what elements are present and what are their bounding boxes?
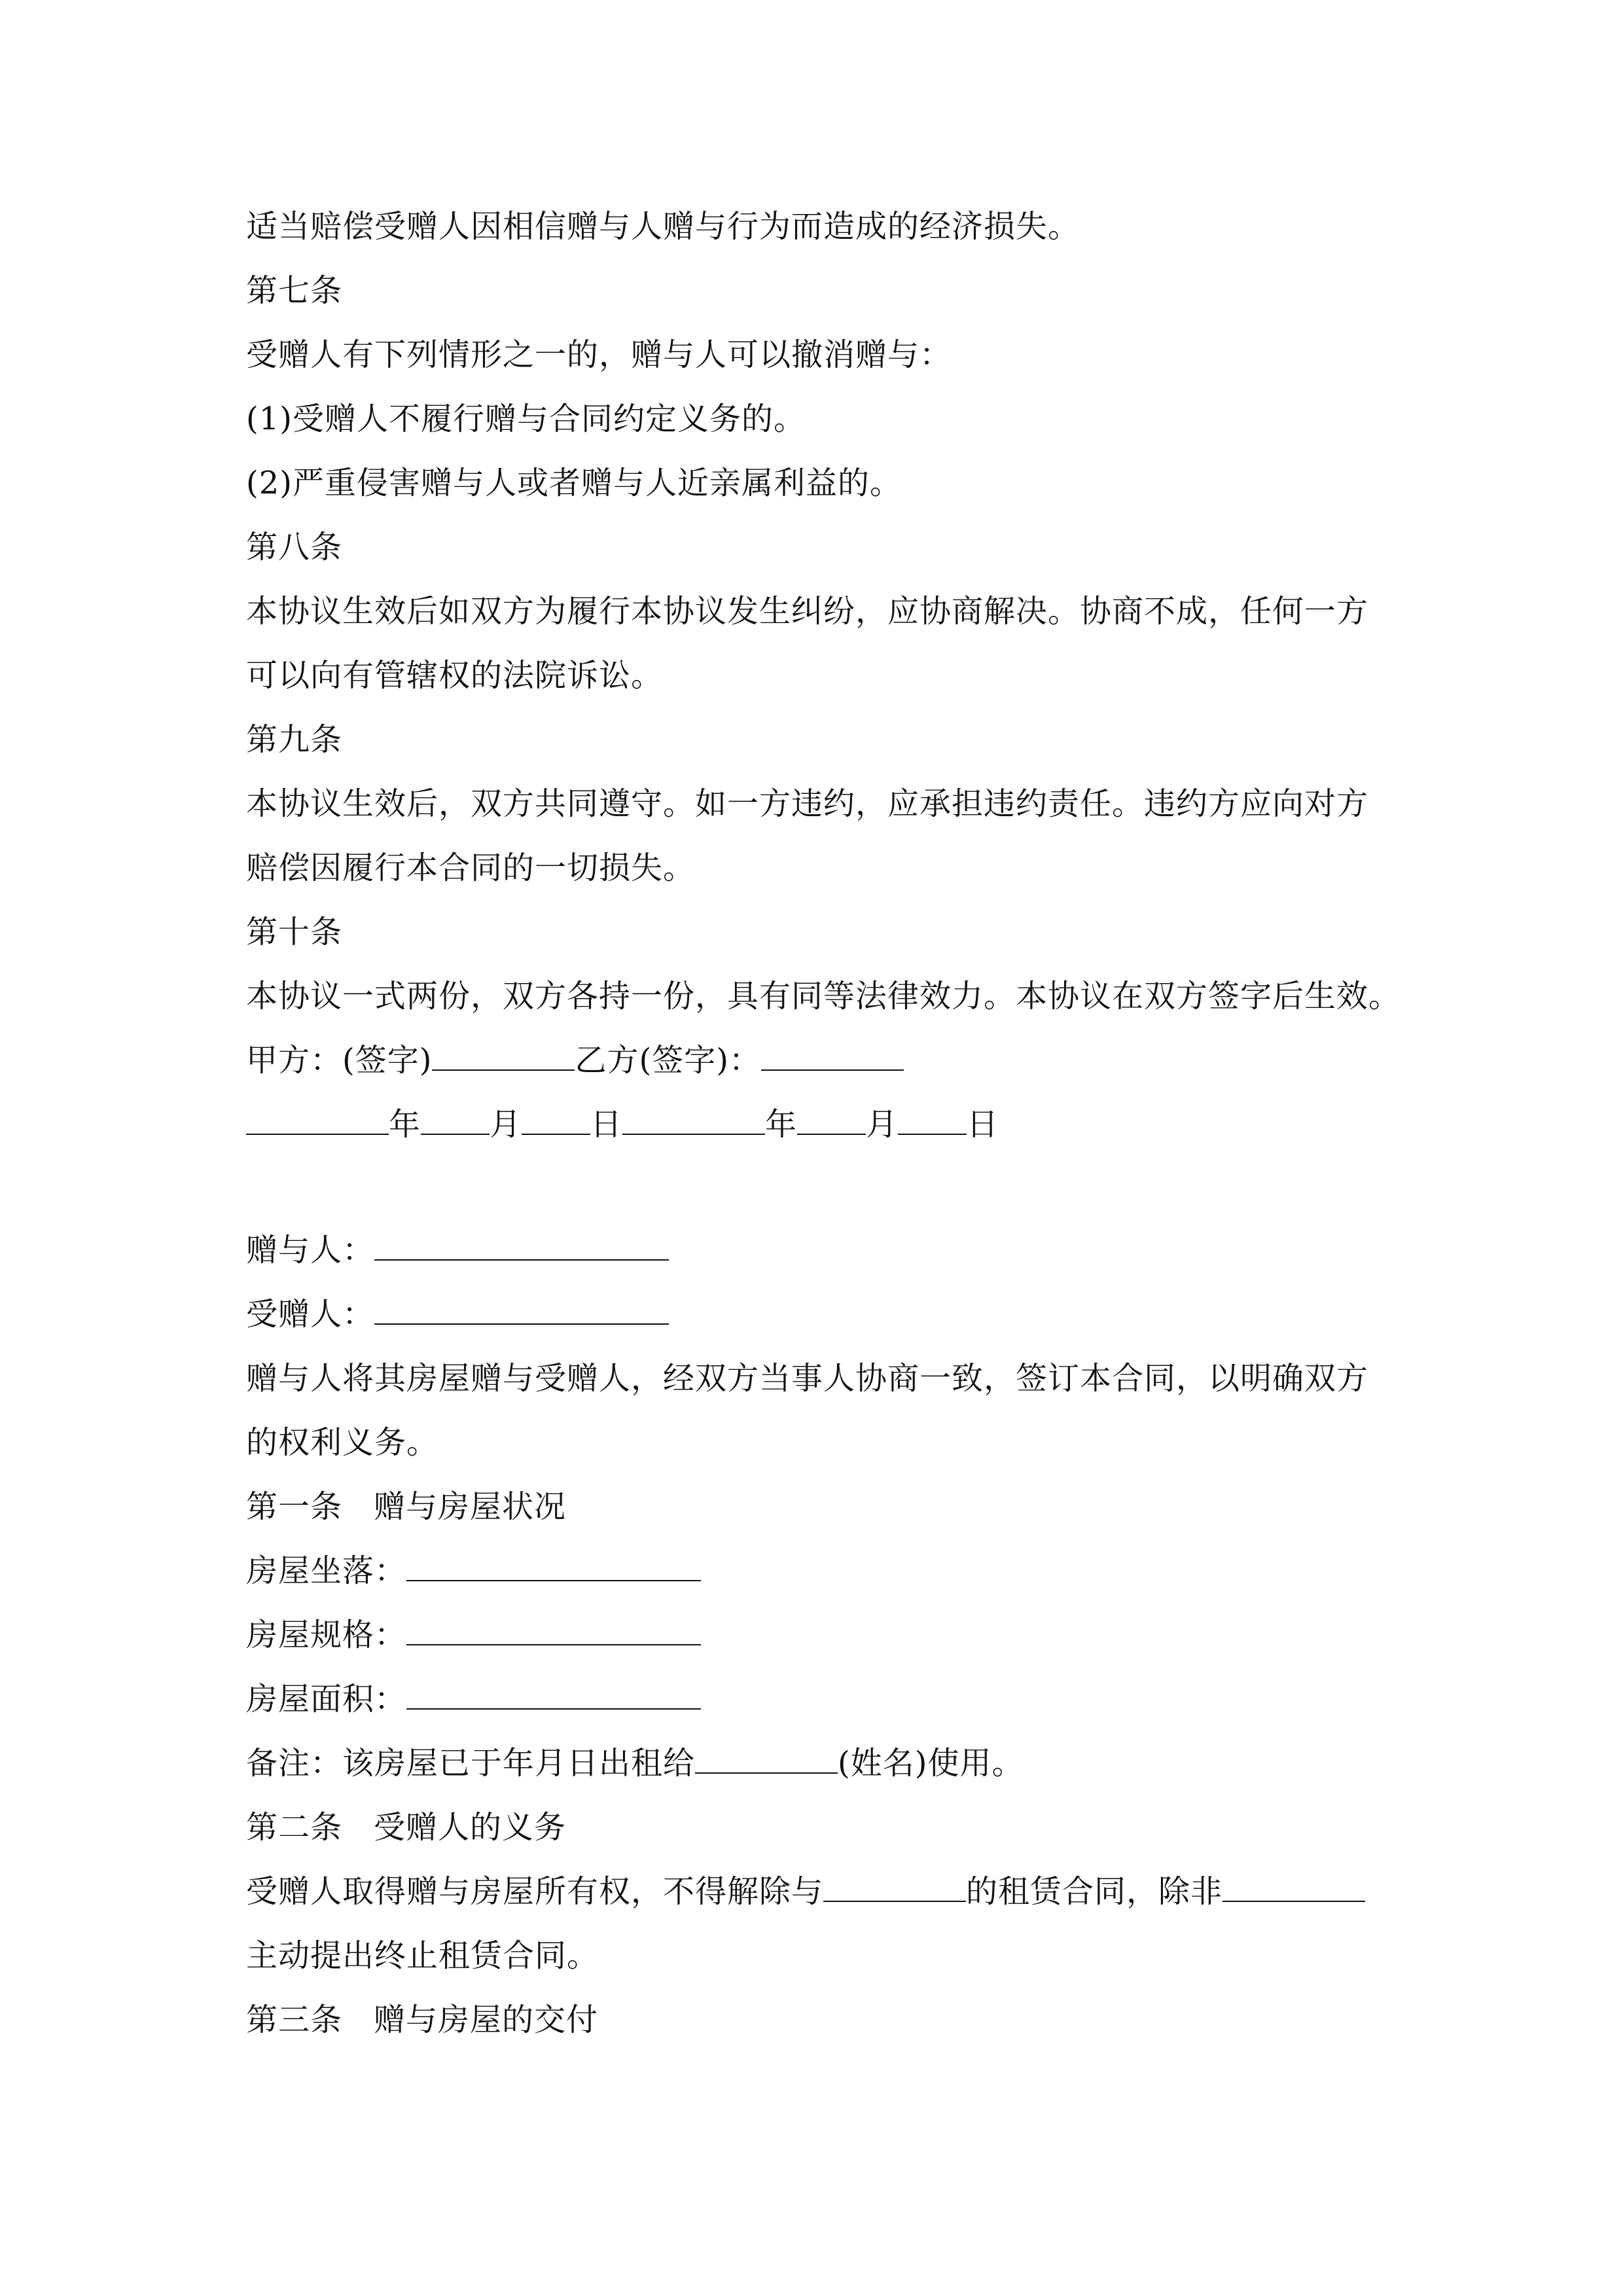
paragraph-compensation: 适当赔偿受赠人因相信赠与人赠与行为而造成的经济损失。 (246, 208, 1080, 245)
date-day-blank-1[interactable] (522, 1105, 590, 1135)
remark-line (246, 1744, 1385, 1783)
year-label-2: 年 (765, 1106, 798, 1143)
date-year-blank-1[interactable] (246, 1105, 389, 1135)
day-label-1: 日 (590, 1106, 623, 1143)
party-b-signature-blank[interactable] (761, 1041, 904, 1071)
donor-blank[interactable] (374, 1230, 669, 1261)
day-label-2: 日 (967, 1106, 999, 1143)
article-2-line-2: 主动提出终止租赁合同。 (246, 1937, 599, 1974)
article-10-line-1: 本协议一式两份，双方各持一份，具有同等法律效力。本协议在双方签字后生效。 (246, 978, 1401, 1014)
spec-blank[interactable] (406, 1615, 701, 1645)
article-3-heading-text: 赠与房屋的交付 (374, 2001, 599, 2038)
article-8-line-2: 可以向有管辖权的法院诉讼。 (246, 657, 664, 694)
article-8-title: 第八条 (246, 529, 343, 565)
article-2-heading (246, 1808, 1385, 1847)
article-2-text-b: 的租赁合同，除非 (966, 1873, 1223, 1910)
area-blank[interactable] (406, 1679, 701, 1710)
donee-blank[interactable] (374, 1295, 669, 1325)
date-line (246, 1105, 1385, 1144)
article-1-title: 第一条 (246, 1488, 343, 1525)
party-b-label: 乙方(签字)： (575, 1042, 761, 1079)
year-label-1: 年 (389, 1106, 421, 1143)
article-9-title: 第九条 (246, 721, 343, 758)
date-month-blank-1[interactable] (421, 1105, 490, 1135)
month-label-2: 月 (866, 1106, 899, 1143)
article-8-line-1: 本协议生效后如双方为履行本协议发生纠纷，应协商解决。协商不成，任何一方 (246, 593, 1369, 630)
signature-line (246, 1041, 1385, 1080)
spec-line (246, 1615, 1385, 1655)
spec-label: 房屋规格： (246, 1617, 407, 1653)
location-blank[interactable] (406, 1551, 701, 1581)
remark-suffix: (姓名)使用。 (838, 1745, 1024, 1782)
area-line (246, 1679, 1385, 1719)
party-a-label: 甲方：(签字) (246, 1042, 433, 1079)
donor-label: 赠与人： (246, 1232, 375, 1268)
lease-party-blank[interactable] (823, 1872, 966, 1902)
party-a-signature-blank[interactable] (432, 1041, 575, 1071)
remark-prefix: 备注：该房屋已于年月日出租给 (246, 1745, 696, 1782)
intro-line-2: 的权利义务。 (246, 1424, 439, 1461)
date-month-blank-2[interactable] (797, 1105, 866, 1135)
article-7-title: 第七条 (246, 272, 343, 309)
intro-line-1: 赠与人将其房屋赠与受赠人，经双方当事人协商一致，签订本合同，以明确双方 (246, 1360, 1369, 1397)
article-9-line-2: 赔偿因履行本合同的一切损失。 (246, 850, 696, 886)
article-2-heading-text: 受赠人的义务 (374, 1809, 567, 1846)
donee-label: 受赠人： (246, 1296, 375, 1333)
article-2-text-a: 受赠人取得赠与房屋所有权，不得解除与 (246, 1873, 824, 1910)
location-line (246, 1551, 1385, 1590)
article-1-heading (246, 1487, 1385, 1526)
tenant-name-blank[interactable] (695, 1744, 838, 1774)
donor-line (246, 1230, 1385, 1270)
date-day-blank-2[interactable] (898, 1105, 967, 1135)
donee-line (246, 1295, 1385, 1334)
date-year-blank-2[interactable] (622, 1105, 765, 1135)
area-label: 房屋面积： (246, 1681, 407, 1717)
article-7-item-1: (1)受赠人不履行赠与合同约定义务的。 (246, 401, 806, 437)
terminating-party-blank[interactable] (1222, 1872, 1365, 1902)
month-label-1: 月 (490, 1106, 522, 1143)
article-7-item-2: (2)严重侵害赠与人或者赠与人近亲属利益的。 (246, 465, 902, 501)
article-3-title: 第三条 (246, 2001, 343, 2038)
article-2-title: 第二条 (246, 1809, 343, 1846)
article-9-line-1: 本协议生效后，双方共同遵守。如一方违约，应承担违约责任。违约方应向对方 (246, 785, 1369, 822)
article-1-heading-text: 赠与房屋状况 (374, 1488, 567, 1525)
article-3-heading (246, 2000, 1385, 2039)
location-label: 房屋坐落： (246, 1552, 407, 1589)
article-2-line-1 (246, 1872, 1385, 1911)
article-10-title: 第十条 (246, 914, 343, 950)
article-7-intro: 受赠人有下列情形之一的，赠与人可以撤消赠与： (246, 336, 952, 373)
